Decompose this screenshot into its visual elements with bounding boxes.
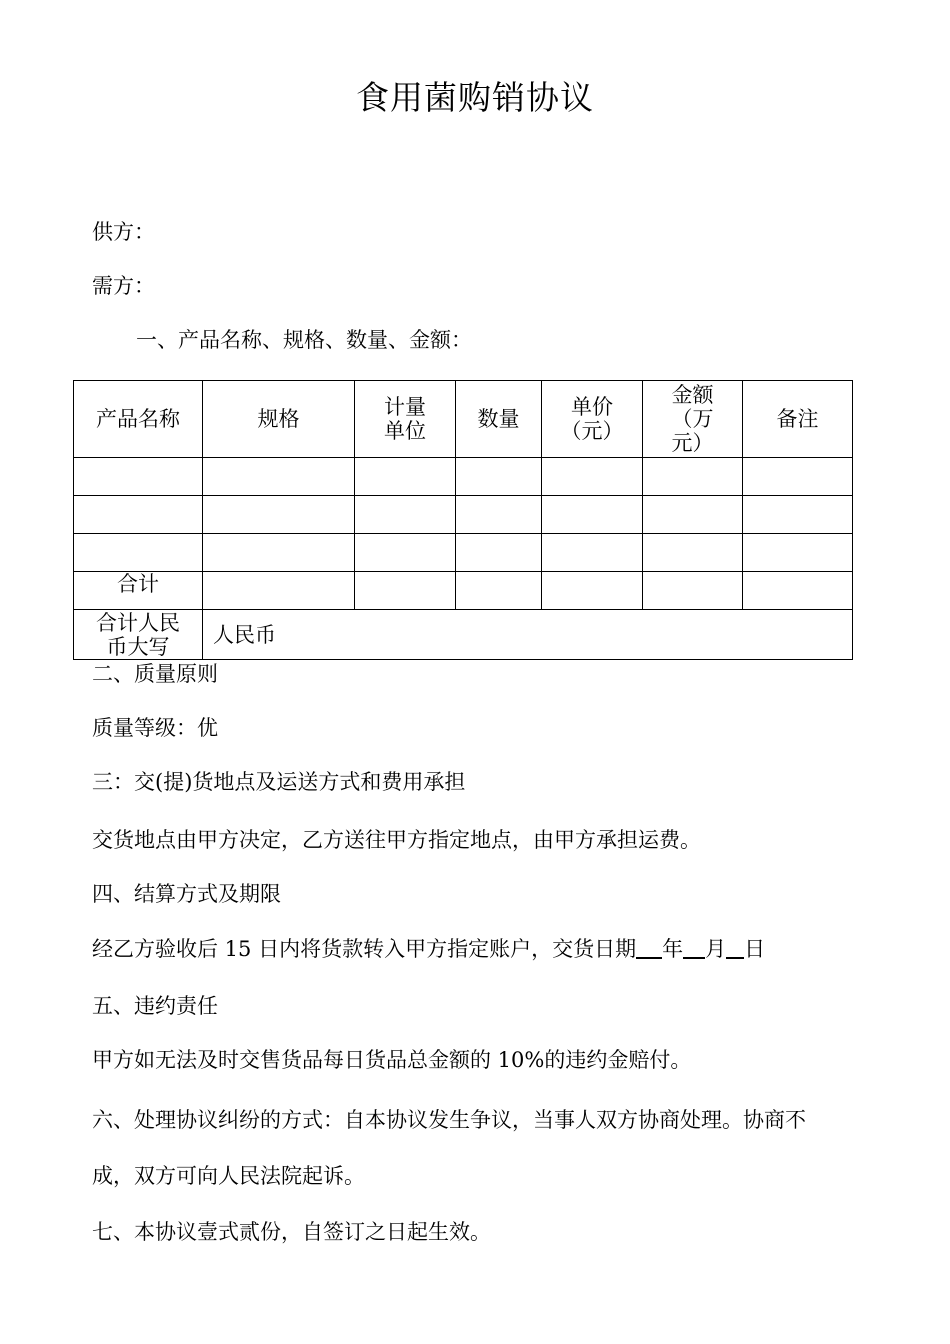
product-table bbox=[73, 380, 853, 660]
header-amount-line: 金额 bbox=[671, 383, 714, 407]
table-cell[interactable] bbox=[542, 572, 643, 610]
header-amount bbox=[643, 381, 743, 458]
table-header-row bbox=[74, 381, 853, 458]
month-label: 月 bbox=[705, 937, 727, 961]
section-1-heading: 一、产品名称、规格、数量、金额： bbox=[136, 328, 472, 352]
header-amount-line: （万 bbox=[671, 407, 714, 431]
quality-grade: 质量等级：优 bbox=[92, 716, 218, 740]
payment-text: 经乙方验收后 15 日内将货款转入甲方指定账户，交货日期 bbox=[92, 937, 637, 961]
table-cell[interactable] bbox=[456, 496, 542, 534]
table-cell[interactable] bbox=[743, 534, 853, 572]
month-blank[interactable] bbox=[683, 937, 705, 959]
table-cell[interactable] bbox=[355, 496, 456, 534]
header-product-name: 产品名称 bbox=[74, 381, 203, 458]
header-quantity: 数量 bbox=[456, 381, 542, 458]
day-blank[interactable] bbox=[726, 937, 744, 959]
rmb-total-label-line: 合计人民 bbox=[96, 610, 180, 635]
table-row bbox=[74, 458, 853, 496]
header-unit-price bbox=[542, 381, 643, 458]
table-cell[interactable] bbox=[643, 496, 743, 534]
table-cell[interactable] bbox=[203, 496, 355, 534]
section-7: 七、本协议壹式贰份，自签订之日起生效。 bbox=[92, 1220, 491, 1244]
table-cell[interactable] bbox=[643, 458, 743, 496]
table-cell[interactable] bbox=[355, 572, 456, 610]
header-spec: 规格 bbox=[203, 381, 355, 458]
table-cell[interactable] bbox=[74, 496, 203, 534]
header-unit-price-line: 单价 bbox=[571, 395, 613, 419]
table-cell[interactable] bbox=[643, 534, 743, 572]
table-cell[interactable] bbox=[203, 534, 355, 572]
rmb-total-row bbox=[74, 610, 853, 660]
table-cell[interactable] bbox=[542, 496, 643, 534]
table-cell[interactable] bbox=[743, 458, 853, 496]
table-cell[interactable] bbox=[743, 496, 853, 534]
day-label: 日 bbox=[744, 937, 766, 961]
header-amount-line: 元） bbox=[671, 431, 714, 455]
total-row bbox=[74, 572, 853, 610]
table-cell[interactable] bbox=[355, 458, 456, 496]
delivery-terms: 交货地点由甲方决定，乙方送往甲方指定地点，由甲方承担运费。 bbox=[92, 828, 701, 852]
section-6-line-2: 成，双方可向人民法院起诉。 bbox=[92, 1164, 365, 1188]
header-unit-line: 单位 bbox=[384, 419, 426, 443]
rmb-total-value[interactable]: 人民币 bbox=[203, 610, 853, 660]
section-4-heading: 四、结算方式及期限 bbox=[92, 882, 281, 906]
buyer-label: 需方： bbox=[92, 274, 155, 298]
section-5-heading: 五、违约责任 bbox=[92, 994, 218, 1018]
payment-terms bbox=[92, 935, 765, 963]
document-title: 食用菌购销协议 bbox=[356, 78, 594, 117]
header-unit-line: 计量 bbox=[384, 395, 426, 419]
rmb-total-label-line: 币大写 bbox=[106, 634, 170, 659]
total-label: 合计 bbox=[74, 572, 203, 610]
year-blank[interactable] bbox=[636, 937, 662, 959]
liability-terms: 甲方如无法及时交售货品每日货品总金额的 10%的违约金赔付。 bbox=[92, 1048, 692, 1072]
table-cell[interactable] bbox=[74, 534, 203, 572]
table-cell[interactable] bbox=[74, 458, 203, 496]
table-cell[interactable] bbox=[203, 458, 355, 496]
table-cell[interactable] bbox=[456, 458, 542, 496]
year-label: 年 bbox=[662, 937, 684, 961]
table-cell[interactable] bbox=[743, 572, 853, 610]
table-cell[interactable] bbox=[355, 534, 456, 572]
section-6-line-1: 六、处理协议纠纷的方式：自本协议发生争议，当事人双方协商处理。协商不 bbox=[92, 1108, 806, 1132]
table-cell[interactable] bbox=[456, 534, 542, 572]
table-row bbox=[74, 534, 853, 572]
section-3-heading: 三：交(提)货地点及运送方式和费用承担 bbox=[92, 770, 466, 794]
table-cell[interactable] bbox=[643, 572, 743, 610]
table-cell[interactable] bbox=[542, 534, 643, 572]
header-remarks: 备注 bbox=[743, 381, 853, 458]
table-row bbox=[74, 496, 853, 534]
rmb-total-label bbox=[74, 610, 203, 660]
header-unit bbox=[355, 381, 456, 458]
header-unit-price-line: （元） bbox=[560, 419, 624, 443]
table-cell[interactable] bbox=[542, 458, 643, 496]
section-2-heading: 二、质量原则 bbox=[92, 662, 218, 686]
table-cell[interactable] bbox=[203, 572, 355, 610]
table-cell[interactable] bbox=[456, 572, 542, 610]
supplier-label: 供方： bbox=[92, 220, 155, 244]
